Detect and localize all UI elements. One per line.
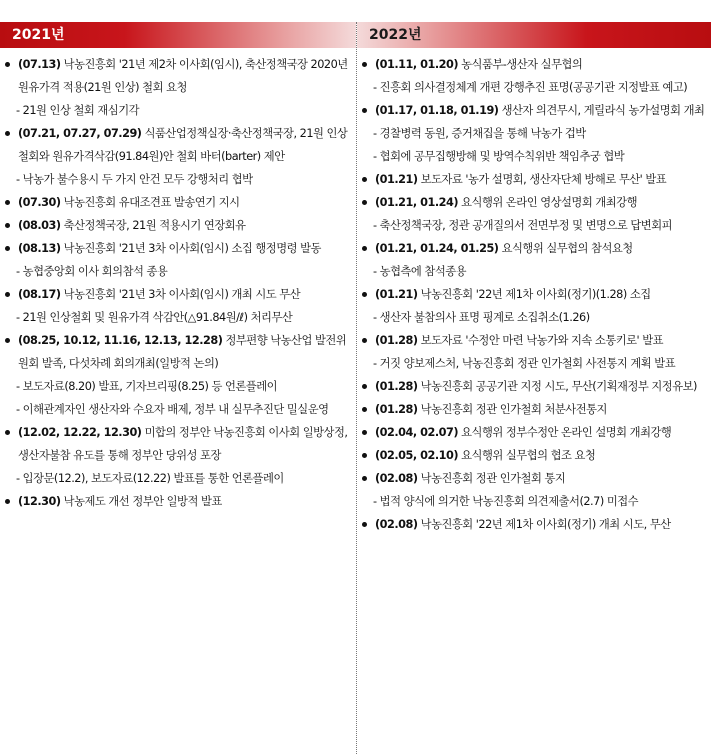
entry-date: (01.28) (375, 334, 418, 347)
timeline-list-2021 (0, 48, 356, 513)
timeline-entry (2, 283, 350, 306)
bullet-icon (362, 246, 367, 251)
entry-date: (12.30) (18, 495, 61, 508)
entry-date: (08.13) (18, 242, 61, 255)
bullet-icon (362, 338, 367, 343)
timeline-entry (359, 375, 705, 398)
bullet-icon (362, 453, 367, 458)
entry-text: 낙농진흥회 유대조견표 발송연기 지시 (60, 196, 240, 209)
entry-date: (02.05, 02.10) (375, 449, 459, 462)
timeline-entry (2, 122, 350, 168)
entry-text: 생산자 의견무시, 게릴라식 농가설명회 개최 (498, 104, 705, 117)
column-2021 (0, 22, 356, 513)
year-header-2021: 2021년 (0, 22, 356, 48)
bullet-icon (5, 246, 10, 251)
timeline-entry (359, 467, 705, 490)
entry-text: 낙농제도 개선 정부안 일방적 발표 (60, 495, 222, 508)
bullet-icon (362, 200, 367, 205)
entry-text: 낙농진흥회 '21년 3차 이사회(임시) 개최 시도 무산 (60, 288, 301, 301)
bullet-icon (5, 430, 10, 435)
entry-date: (02.08) (375, 472, 418, 485)
entry-text: 보도자료 '농가 설명회, 생산자단체 방해로 무산' 발표 (417, 173, 667, 186)
entry-text: 요식행위 실무협의 협조 요청 (458, 449, 596, 462)
timeline-entry (2, 53, 350, 99)
bullet-icon (362, 292, 367, 297)
timeline-sub-entry: - 21원 인상 철회 재심기각 (16, 104, 140, 117)
entry-date: (07.13) (18, 58, 61, 71)
timeline-sub-entry: - 생산자 불참의사 표명 핑계로 소집취소(1.26) (373, 311, 590, 324)
entry-text: 정부편향 낙농산업 발전위원회 발족, 다섯차례 회의개최(일방적 논의) (18, 334, 347, 370)
entry-date: (02.08) (375, 518, 418, 531)
bullet-icon (5, 499, 10, 504)
entry-text: 요식행위 정부수정안 온라인 설명회 개최강행 (458, 426, 672, 439)
entry-text: 낙농진흥회 공공기관 지정 시도, 무산(기획재정부 지정유보) (417, 380, 697, 393)
entry-text: 요식행위 온라인 영상설명회 개최강행 (458, 196, 638, 209)
bullet-icon (362, 177, 367, 182)
timeline-entry (359, 53, 705, 76)
entry-date: (02.04, 02.07) (375, 426, 459, 439)
entry-date: (08.03) (18, 219, 61, 232)
bullet-icon (5, 292, 10, 297)
entry-text: 농식품부-생산자 실무협의 (458, 58, 583, 71)
timeline-entry (359, 191, 705, 214)
bullet-icon (5, 223, 10, 228)
entry-date: (01.28) (375, 403, 418, 416)
timeline-entry (2, 421, 350, 467)
entry-text: 낙농진흥회 '21년 제2차 이사회(임시), 축산정책국장 2020년 원유가격 적용(21원 인상) 철회 요청 (18, 58, 348, 94)
bullet-icon (362, 407, 367, 412)
bullet-icon (362, 522, 367, 527)
timeline-entry (359, 513, 705, 536)
entry-text: 낙농진흥회 정관 인가철회 통지 (417, 472, 566, 485)
entry-text: 낙농진흥회 '22년 제1차 이사회(정기)(1.28) 소집 (417, 288, 651, 301)
entry-text: 식품산업정책실장·축산정책국장, 21원 인상 철회와 원유가격삭감(91.84원)안 철회 바터(barter) 제안 (18, 127, 348, 163)
timeline-entry (359, 237, 705, 260)
bullet-icon (362, 476, 367, 481)
timeline-sub-entry: - 경찰병력 동원, 증거채집을 통해 낙농가 겁박 (373, 127, 586, 140)
timeline-entry (359, 444, 705, 467)
timeline-list-2022 (357, 48, 711, 536)
timeline-sub-entry: - 이해관계자인 생산자와 수요자 배제, 정부 내 실무추진단 밀실운영 (16, 403, 329, 416)
entry-text: 낙농진흥회 '22년 제1차 이사회(정기) 개최 시도, 무산 (417, 518, 671, 531)
entry-date: (07.30) (18, 196, 61, 209)
timeline-sub-entry: - 농협중앙회 이사 회의참석 종용 (16, 265, 168, 278)
entry-date: (12.02, 12.22, 12.30) (18, 426, 142, 439)
entry-date: (01.11, 01.20) (375, 58, 459, 71)
timeline-entry (359, 398, 705, 421)
timeline-entry (2, 329, 350, 375)
timeline-sub-entry: - 거짓 양보제스처, 낙농진흥회 정관 인가철회 사전통지 계획 발표 (373, 357, 676, 370)
bullet-icon (362, 384, 367, 389)
entry-date: (01.28) (375, 380, 418, 393)
year-header-2022: 2022년 (357, 22, 711, 48)
entry-text: 보도자료 '수정안 마련 낙농가와 지속 소통키로' 발표 (417, 334, 664, 347)
timeline-entry (359, 283, 705, 306)
timeline-entry (2, 490, 350, 513)
timeline-entry (359, 168, 705, 191)
bullet-icon (5, 200, 10, 205)
entry-date: (08.25, 10.12, 11.16, 12.13, 12.28) (18, 334, 223, 347)
timeline-sub-entry: - 낙농가 불수용시 두 가지 안건 모두 강행처리 협박 (16, 173, 253, 186)
entry-date: (01.21) (375, 288, 418, 301)
timeline-entry (2, 191, 350, 214)
entry-text: 미합의 정부안 낙농진흥회 이사회 일방상정, 생산자불참 유도를 통해 정부안 당위성 포장 (18, 426, 348, 462)
timeline-entry (2, 237, 350, 260)
entry-text: 낙농진흥회 '21년 3차 이사회(임시) 소집 행정명령 발동 (60, 242, 321, 255)
entry-date: (01.21, 01.24) (375, 196, 459, 209)
entry-date: (01.21) (375, 173, 418, 186)
entry-date: (07.21, 07.27, 07.29) (18, 127, 142, 140)
timeline-sub-entry: - 입장문(12.2), 보도자료(12.22) 발표를 통한 언론플레이 (16, 472, 284, 485)
timeline-sub-entry: - 협회에 공무집행방해 및 방역수칙위반 책임추궁 협박 (373, 150, 625, 163)
bullet-icon (5, 62, 10, 67)
timeline-entry (359, 99, 705, 122)
column-2022 (357, 22, 711, 536)
bullet-icon (5, 338, 10, 343)
timeline-sub-entry: - 농협측에 참석종용 (373, 265, 467, 278)
timeline-sub-entry: - 축산정책국장, 정관 공개질의서 전면부정 및 변명으로 답변회피 (373, 219, 673, 232)
entry-date: (01.17, 01.18, 01.19) (375, 104, 499, 117)
entry-date: (08.17) (18, 288, 61, 301)
timeline-entry (359, 421, 705, 444)
bullet-icon (5, 131, 10, 136)
entry-date: (01.21, 01.24, 01.25) (375, 242, 499, 255)
bullet-icon (362, 108, 367, 113)
timeline-sub-entry: - 21원 인상철회 및 원유가격 삭감안(△91.84원/ℓ) 처리무산 (16, 311, 293, 324)
timeline-entry (359, 329, 705, 352)
entry-text: 낙농진흥회 정관 인가철회 처분사전통지 (417, 403, 607, 416)
entry-text: 요식행위 실무협의 참석요청 (498, 242, 633, 255)
entry-text: 축산정책국장, 21원 적용시기 연장회유 (60, 219, 246, 232)
timeline-sub-entry: - 진흥회 의사결정체계 개편 강행추진 표명(공공기관 지정발표 예고) (373, 81, 688, 94)
timeline-sub-entry: - 법적 양식에 의거한 낙농진흥회 의견제출서(2.7) 미접수 (373, 495, 639, 508)
bullet-icon (362, 62, 367, 67)
bullet-icon (362, 430, 367, 435)
timeline-entry (2, 214, 350, 237)
timeline-sub-entry: - 보도자료(8.20) 발표, 기자브리핑(8.25) 등 언론플레이 (16, 380, 278, 393)
